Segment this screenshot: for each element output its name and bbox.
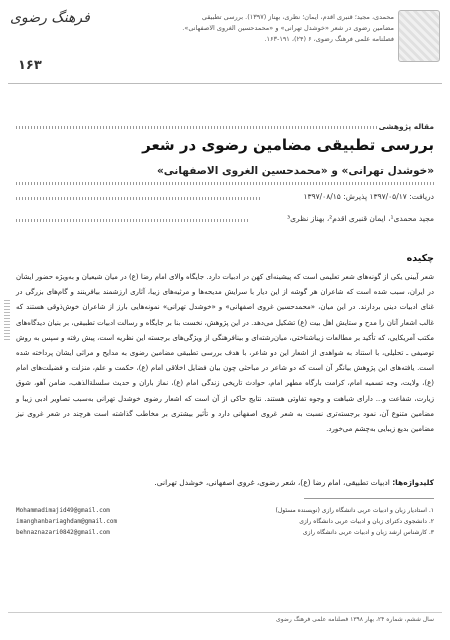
footnote-email[interactable]: imanghanbariaghdam@gmail.com <box>16 518 118 525</box>
article-authors: مجید محمدی¹، ایمان قنبری اقدم²، بهناز نظری³ <box>287 214 434 223</box>
margin-mark <box>4 300 10 340</box>
footnote-affiliation: ۲. دانشجوی دکترای زبان و ادبیات عربی دانشگاه رازی <box>299 518 434 525</box>
article-dates: دریافت: ۱۳۹۷/۰۵/۱۷ پذیرش: ۱۳۹۷/۰۸/۱۵ <box>303 192 434 201</box>
citation-line: مضامین رضوی در شعر «خوشدل تهرانی» و «محمدحسین الغروی الاصفهانی». <box>182 24 394 32</box>
abstract-text: شعر آیینی یکی از گونه‌های شعر تعلیمی است که پیشینه‌ای کهن در ادبیات دارد. جایگاه والای امام رضا (ع) در میان شیعیان و به‌ویژه حضور ایشان در ایران، سبب شده است که شاعران هر گوشه از این دیار با سرایش مدیحه‌ها و مرثیه‌های زیبا، آثاری ارزشمند بیافرینند و گام‌های بزرگی در غنای ادبیات دینی بردارند. در این میان، «محمدحسین غروی اصفهانی» و «خوشدل تهرانی» نمونه‌هایی بارز از شاعران خوش‌ذوقی هستند که غالب اشعار آنان را مدح و ستایش اهل بیت (ع) تشکیل می‌دهد. در این پژوهش، نخست بنا بر جایگاه و رسالت ادبیات تطبیقی، بر بنیان دیدگاه‌های مکتب آمریکایی، که تأکید بر مطالعات زیباشناختی، میان‌رشته‌ای و بینافرهنگی از ویژگی‌های برجسته این نظریه است، پیش رفته و سپس به روش توصیفی ـ تحلیلی، با استناد به شواهدی از اشعار این دو شاعر، با هدف بررسی تطبیقی مضامین رضوی به مدایح و مراثی ایشان پرداخته شده است. یافته‌های این پژوهش بیانگر آن است که دو شاعر در مباحثی چون بیان فضایل اخلاقی امام (ع)، حکمت و علم، منزلت و فضیلت‌های امام (ع)، ولایت، وجه تسمیه امام، کرامت بارگاه مطهر امام، حوادث تاریخی زندگی امام (ع)، نماز باران و حدیث سلسلة‌الذهب، ضامن آهو، شوق زیارت، شفاعت و... دارای شباهت و وجوه تفاوتی هستند. نتایج حاکی از آن است که اشعار رضوی خوشدل تهرانی به‌سبب تصاویر ادبی زیبا و مضامین متنوع آن، نمود برجسته‌تری نسبت به شعر غروی اصفهانی دارد و تأثیر بیشتری بر مخاطب گذاشته است هرچند در شعر غروی نیز مضامین بدیع زیبایی به‌چشم می‌خورد. <box>16 273 434 434</box>
dotted-divider <box>16 197 260 200</box>
page-number: ۱۶۳ <box>18 58 42 73</box>
dotted-divider <box>16 182 434 185</box>
footnote-affiliation: ۱. استادیار زبان و ادبیات عربی دانشگاه رازی (نویسنده مسئول) <box>275 507 434 514</box>
article-title: بررسی تطبیقی مضامین رضوی در شعر <box>142 136 434 154</box>
abstract-heading: چکیده <box>406 253 434 264</box>
footnote-email[interactable]: Mohammadimajid49@gmail.com <box>16 507 110 514</box>
footnote <box>16 527 434 538</box>
header-divider <box>8 83 442 84</box>
dotted-divider <box>16 219 250 222</box>
keywords-label: کلیدواژه‌ها: <box>392 478 434 487</box>
dotted-divider <box>16 126 378 129</box>
citation-line: محمدی، مجید؛ قنبری اقدم، ایمان؛ نظری، بهناز (۱۳۹۷). بررسی تطبیقی <box>201 13 394 21</box>
footnote-email[interactable]: behnaznazari0842@gmail.com <box>16 529 110 536</box>
article-type: مقاله پژوهشی <box>378 122 434 131</box>
journal-header-left <box>8 8 118 78</box>
page-footer: سال ششم، شماره ۲۴، بهار ۱۳۹۸ فصلنامه علمی فرهنگ رضوی <box>276 616 434 623</box>
footnote-divider <box>304 498 434 499</box>
footnotes <box>16 505 434 538</box>
citation-block <box>144 12 394 45</box>
footnote <box>16 516 434 527</box>
keywords-text: ادبیات تطبیقی، امام رضا (ع)، شعر رضوی، غروی اصفهانی، خوشدل تهرانی. <box>154 478 390 487</box>
footer-divider <box>8 612 442 613</box>
journal-logo: فرهنگ رضوی <box>10 10 90 26</box>
keywords <box>16 478 434 487</box>
footnote-affiliation: ۳. کارشناس ارشد زبان و ادبیات عربی دانشگاه رازی <box>302 529 434 536</box>
journal-emblem-icon <box>398 10 440 62</box>
article-subtitle: «خوشدل تهرانی» و «محمدحسین الغروی الاصفهانی» <box>156 165 434 177</box>
citation-line: فصلنامه علمی فرهنگ رضوی، ۶ (۲۴)، ۱۹۱-۱۶۳. <box>264 35 394 43</box>
footnote <box>16 505 434 516</box>
